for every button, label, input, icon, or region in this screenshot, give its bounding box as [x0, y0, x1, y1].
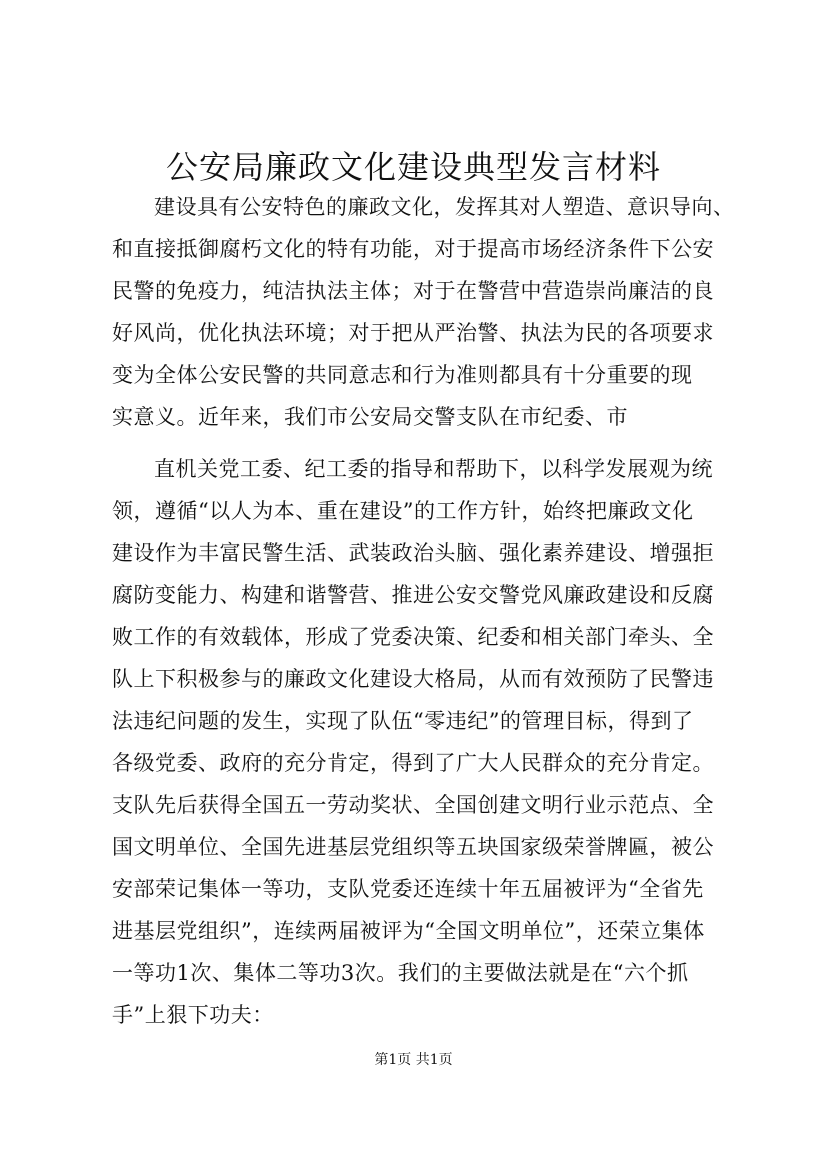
- text-line: 领，遵循“以人为本、重在建设”的工作方针，始终把廉政文化: [112, 499, 694, 523]
- text-line: 民警的免疫力，纯洁执法主体；对于在警营中营造崇尚廉洁的良: [112, 279, 714, 303]
- page-title: 公安局廉政文化建设典型发言材料: [165, 148, 661, 186]
- text-line: 法违纪问题的发生，实现了队伍“零违纪”的管理目标，得到了: [112, 709, 694, 733]
- text-line: 安部荣记集体一等功，支队党委还连续十年五届被评为“全省先: [112, 877, 704, 901]
- paragraph-1: [112, 186, 735, 438]
- text-line: 变为全体公安民警的共同意志和行为准则都具有十分重要的现: [112, 363, 693, 387]
- text-line: 进基层党组织”，连续两届被评为“全国文明单位”，还荣立集体: [112, 919, 705, 943]
- text-line: 败工作的有效载体，形成了党委决策、纪委和相关部门牵头、全: [112, 625, 714, 649]
- text-line: 国文明单位、全国先进基层党组织等五块国家级荣誉牌匾，被公: [112, 835, 714, 859]
- text-line: 建设具有公安特色的廉政文化，发挥其对人塑造、意识导向、: [154, 195, 735, 219]
- text-line: 实意义。近年来，我们市公安局交警支队在市纪委、市: [112, 405, 628, 429]
- page-footer: 第1页 共1页: [374, 1052, 453, 1068]
- text-line: 建设作为丰富民警生活、武装政治头脑、强化素养建设、增强拒: [112, 541, 714, 565]
- text-line: 和直接抵御腐朽文化的特有功能，对于提高市场经济条件下公安: [112, 237, 714, 261]
- text-line: 好风尚，优化执法环境；对于把从严治警、执法为民的各项要求: [112, 321, 714, 345]
- text-line: 直机关党工委、纪工委的指导和帮助下，以科学发展观为统: [154, 457, 713, 481]
- text-line: 各级党委、政府的充分肯定，得到了广大人民群众的充分肯定。: [112, 751, 714, 775]
- text-line: 队上下积极参与的廉政文化建设大格局，从而有效预防了民警违: [112, 667, 714, 691]
- text-line: 手”上狠下功夫：: [112, 1003, 274, 1027]
- text-line: 支队先后获得全国五一劳动奖状、全国创建文明行业示范点、全: [112, 793, 714, 817]
- text-line: 腐防变能力、构建和谐警营、推进公安交警党风廉政建设和反腐: [112, 583, 714, 607]
- text-line: 一等功1次、集体二等功3次。我们的主要做法就是在“六个抓: [112, 961, 689, 985]
- paragraph-2: [112, 448, 732, 1036]
